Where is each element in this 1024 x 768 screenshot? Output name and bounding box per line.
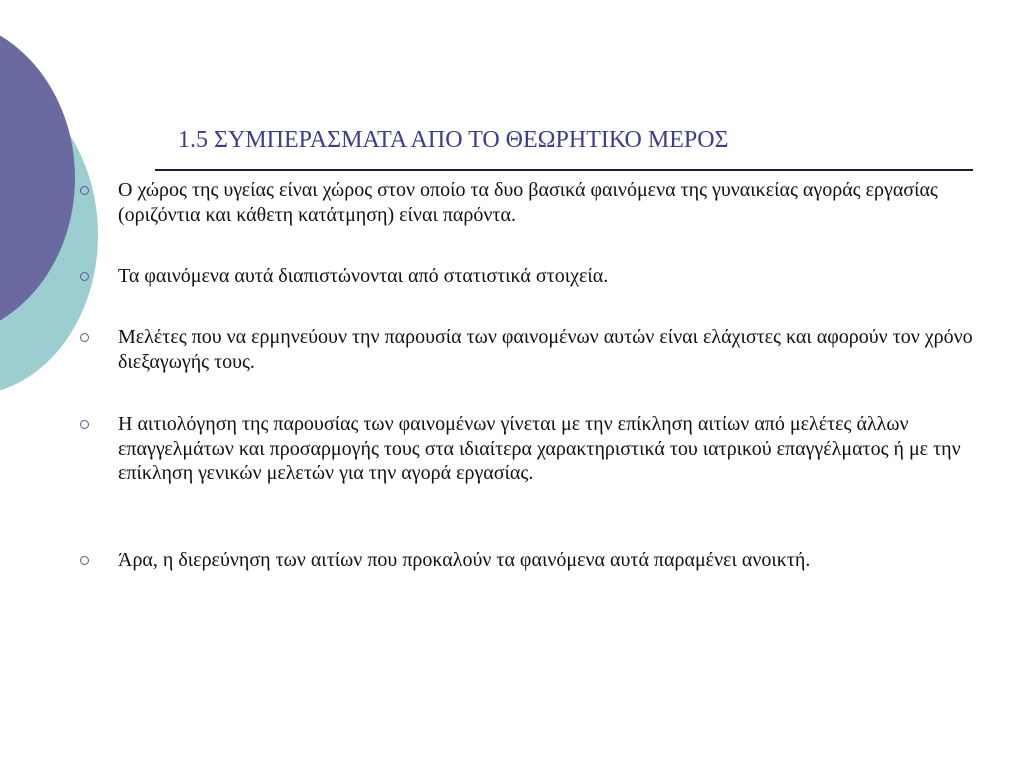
title-underline (155, 169, 973, 171)
slide-title: 1.5 ΣΥΜΠΕΡΑΣΜΑΤΑ ΑΠΟ ΤΟ ΘΕΩΡΗΤΙΚΟ ΜΕΡΟΣ (178, 127, 729, 153)
bullet-circle-icon (80, 333, 89, 342)
bullet-text: Ο χώρος της υγείας είναι χώρος στον οποίο τα δυο βασικά φαινόμενα της γυναικείας αγοράς εργασίας (οριζόντια και κάθετη κατάτμηση) είναι παρόντα. (118, 179, 938, 226)
bullet-circle-icon (80, 186, 89, 195)
bullet-text: Η αιτιολόγηση της παρουσίας των φαινομένων γίνεται με την επίκληση αιτίων από μελέτες άλλων επαγγελμάτων και προσαρμογής τους στα ιδιαίτερα χαρακτηριστικά του ιατρικού επαγγέλματος ή με την επίκληση γενικών μελετών για την αγορά εργασίας. (118, 413, 961, 484)
bullet-circle-icon (80, 556, 89, 565)
bullet-circle-icon (80, 272, 89, 281)
bullet-circle-icon (80, 420, 89, 429)
bullet-text: Άρα, η διερεύνηση των αιτίων που προκαλούν τα φαινόμενα αυτά παραμένει ανοικτή. (118, 549, 811, 571)
bullet-text: Μελέτες που να ερμηνεύουν την παρουσία των φαινομένων αυτών είναι ελάχιστες και αφορούν τον χρόνο διεξαγωγής τους. (118, 326, 973, 373)
bullet-text: Τα φαινόμενα αυτά διαπιστώνονται από στατιστικά στοιχεία. (118, 265, 609, 287)
